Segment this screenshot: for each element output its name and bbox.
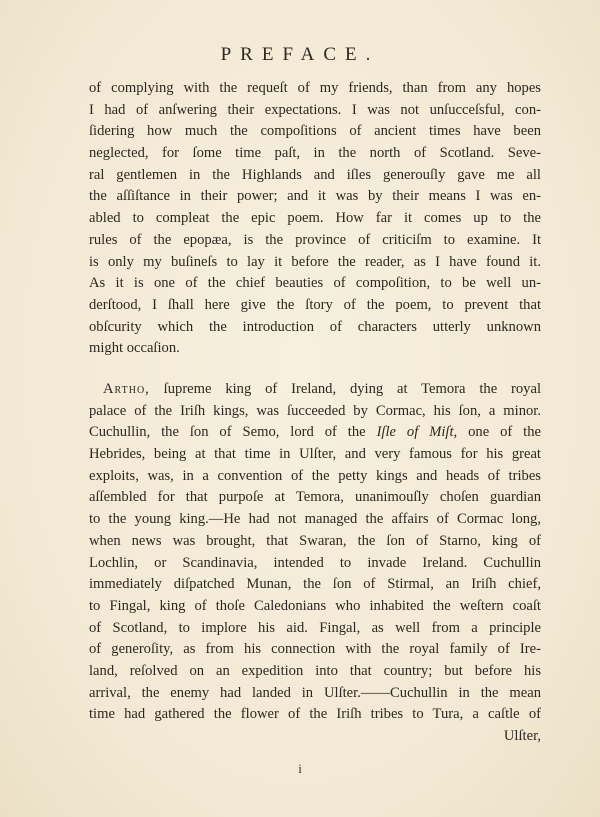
text-line: abled to compleat the epic poem. How far it comes up to the bbox=[89, 210, 541, 227]
text-line: time had gathered the flower of the Iriſh tribes to Tura, a caſtle of bbox=[89, 706, 541, 723]
text-line: arrival, the enemy had landed in Ulſter.——Cuchullin in the mean bbox=[89, 684, 541, 701]
catchword: Ulſter, bbox=[503, 728, 541, 744]
text-line: of complying with the requeſt of my friends, than from any hopes bbox=[89, 80, 541, 96]
italic-place-name: Iſle of Miſt, bbox=[376, 424, 458, 441]
signature-mark: i bbox=[298, 761, 302, 776]
text-line: obſcurity which the introduction of characters utterly unknown bbox=[89, 318, 541, 335]
text-line: ſidering how much the compoſitions of ancient times have been bbox=[89, 123, 541, 140]
text-line: exploits, was, in a convention of the petty kings and heads of tribes bbox=[89, 467, 541, 484]
first-line-rest: ſupreme king of Ireland, dying at Temora the royal bbox=[163, 381, 541, 397]
text-line: the aſſiſtance in their power; and it was by their means I was en- bbox=[89, 188, 541, 205]
text-line: Lochlin, or Scandinavia, intended to invade Ireland. Cuchullin bbox=[89, 554, 541, 571]
text-line: might occaſion. bbox=[89, 340, 180, 357]
text-line: ral gentlemen in the Highlands and iſles generouſly gave me all bbox=[89, 166, 541, 183]
text-line: of Scotland, to implore his aid. Fingal, as well from a principle bbox=[89, 619, 541, 636]
opening-word: Artho, bbox=[103, 381, 150, 397]
text-line: rules of the epopæa, is the province of criticiſm to examine. It bbox=[89, 231, 541, 248]
paragraph-1 bbox=[89, 78, 541, 360]
line-tail: one of the bbox=[468, 424, 541, 441]
paragraph-2 bbox=[89, 379, 541, 748]
text-line: is only my buſineſs to lay it before the reader, as I have found it. bbox=[89, 253, 541, 270]
text-line: derſtood, I ſhall here give the ſtory of the poem, to prevent that bbox=[89, 296, 541, 313]
text-line: to the young king.—He had not managed the affairs of Cormac long, bbox=[89, 511, 541, 528]
text-line: land, reſolved on an expedition into that country; but before his bbox=[89, 662, 541, 679]
text-line: palace of the Iriſh kings, was ſucceeded by Cormac, his ſon, a minor. bbox=[89, 402, 541, 419]
text-line: neglected, for ſome time paſt, in the north of Scotland. Seve- bbox=[89, 145, 541, 162]
text-line: to Fingal, king of thoſe Caledonians who inhabited the weſtern coaſt bbox=[89, 597, 541, 614]
line-lead: Cuchullin, the ſon of Semo, lord of the bbox=[89, 424, 366, 441]
text-line: when news was brought, that Swaran, the ſon of Starno, king of bbox=[89, 532, 541, 549]
text-line-first bbox=[89, 379, 541, 401]
text-line: As it is one of the chief beauties of compoſition, to be well un- bbox=[89, 275, 541, 292]
text-line: of generoſity, as from his connection with the royal family of Ire- bbox=[89, 641, 541, 658]
text-line: aſſembled for that purpoſe at Temora, unanimouſly choſen guardian bbox=[89, 489, 541, 506]
text-line: immediately diſpatched Munan, the ſon of Stirmal, an Iriſh chief, bbox=[89, 576, 541, 593]
running-head: PREFACE. bbox=[220, 44, 380, 65]
text-line: I had of anſwering their expectations. I was not unſucceſsful, con- bbox=[89, 101, 541, 118]
text-line-italic-mix bbox=[89, 422, 541, 444]
text-line: Hebrides, being at that time in Ulſter, and very famous for his great bbox=[89, 446, 541, 463]
